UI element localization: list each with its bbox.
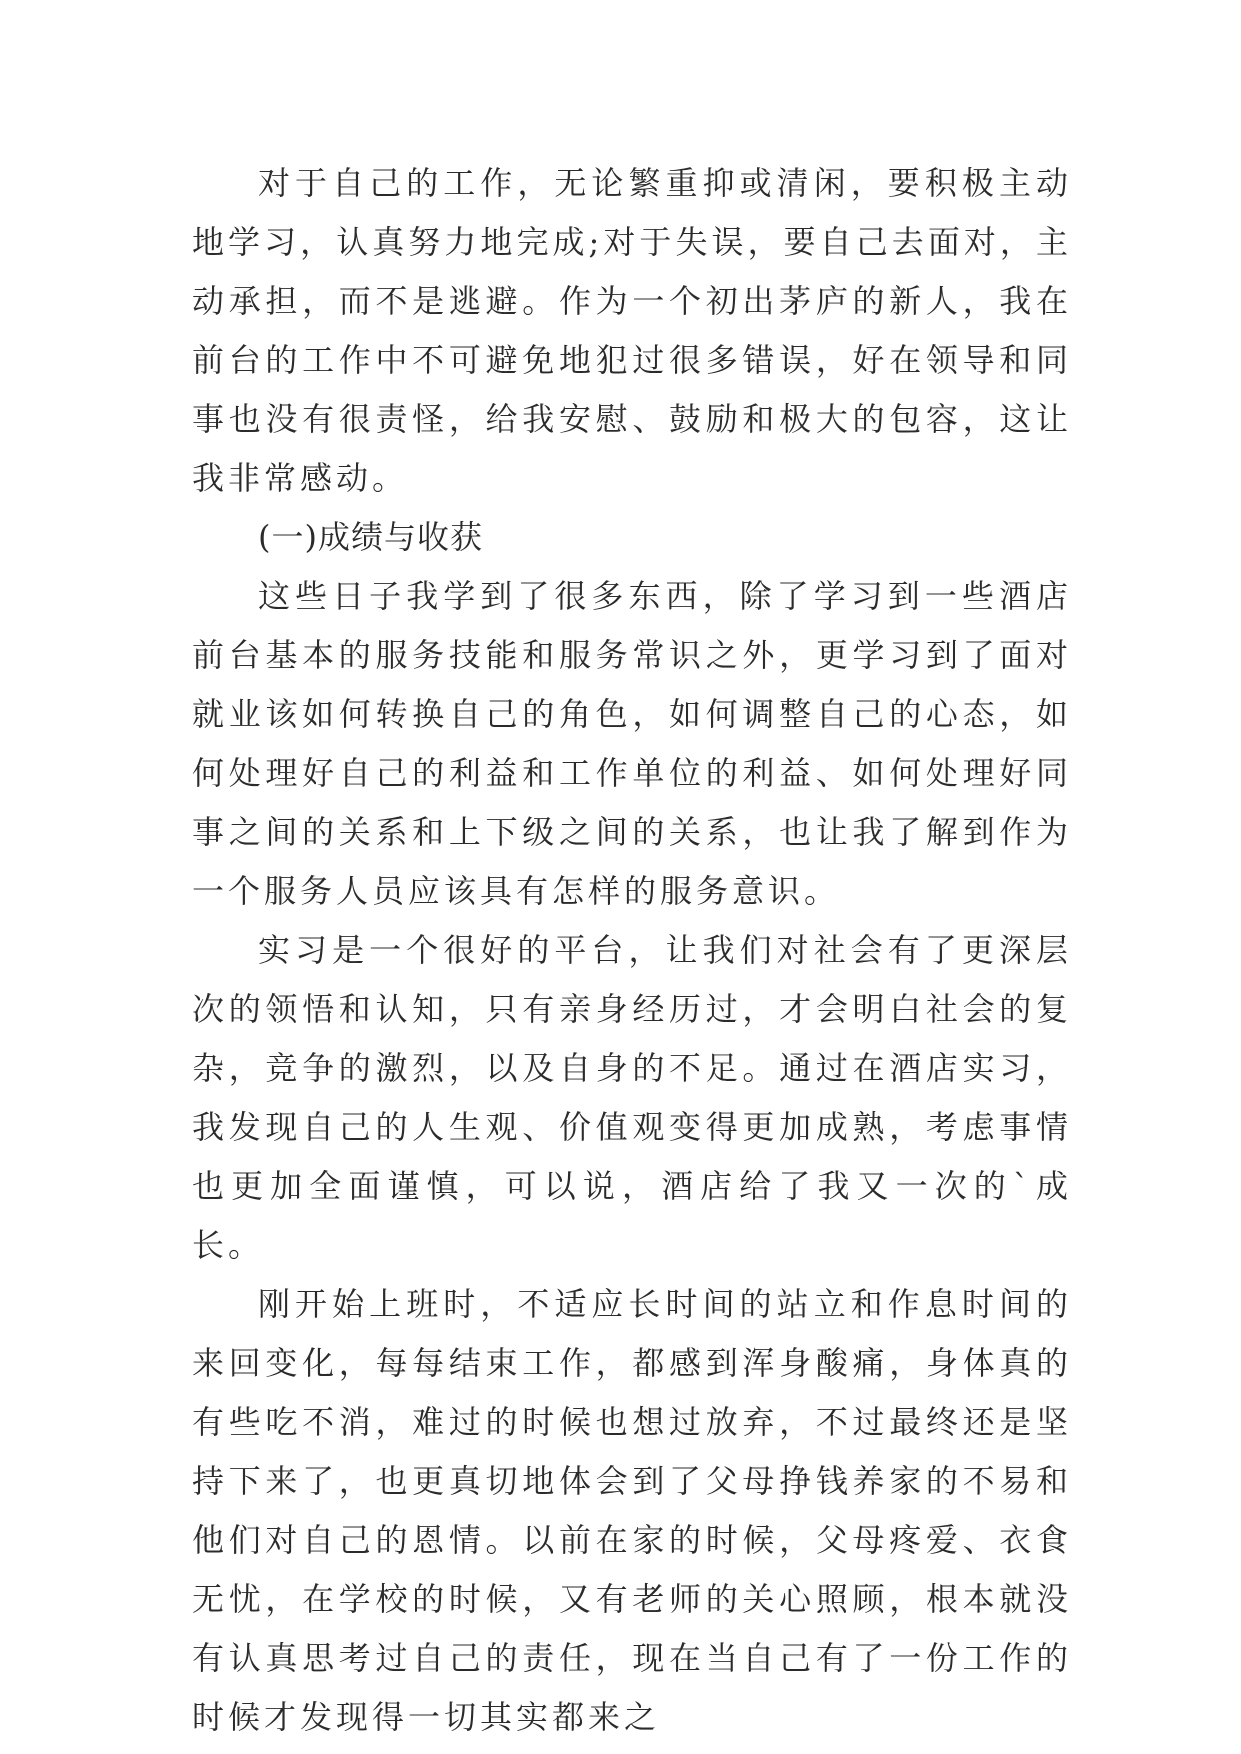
paragraph-learnings: 这些日子我学到了很多东西，除了学习到一些酒店前台基本的服务技能和服务常识之外，更学习到了面对就业该如何转换自己的角色，如何调整自己的心态，如何处理好自己的利益和工作单位的利益、如何处理好同事之间的关系和上下级之间的关系，也让我了解到作为一个服务人员应该具有怎样的服务意识。 — [192, 577, 1072, 910]
paragraph-work-attitude: 对于自己的工作，无论繁重抑或清闲，要积极主动地学习，认真努力地完成;对于失误，要自己去面对，主动承担，而不是逃避。作为一个初出茅庐的新人，我在前台的工作中不可避免地犯过很多错误，好在领导和同事也没有很责怪，给我安慰、鼓励和极大的包容，这让我非常感动。 — [192, 164, 1072, 497]
section-heading-achievements: (一)成绩与收获 — [258, 518, 483, 556]
paragraph-early-work-experience: 刚开始上班时，不适应长时间的站立和作息时间的来回变化，每每结束工作，都感到浑身酸痛，身体真的有些吃不消，难过的时候也想过放弃，不过最终还是坚持下来了，也更真切地体会到了父母挣钱养家的不易和他们对自己的恩情。以前在家的时候，父母疼爱、衣食无忧，在学校的时候，又有老师的关心照顾，根本就没有认真思考过自己的责任，现在当自己有了一份工作的时候才发现得一切其实都来之 — [192, 1285, 1072, 1736]
document-body — [192, 154, 1072, 1747]
paragraph-internship-platform: 实习是一个很好的平台，让我们对社会有了更深层次的领悟和认知，只有亲身经历过，才会明白社会的复杂，竞争的激烈，以及自身的不足。通过在酒店实习，我发现自己的人生观、价值观变得更加成熟，考虑事情也更加全面谨慎，可以说，酒店给了我又一次的`成长。 — [192, 931, 1072, 1264]
